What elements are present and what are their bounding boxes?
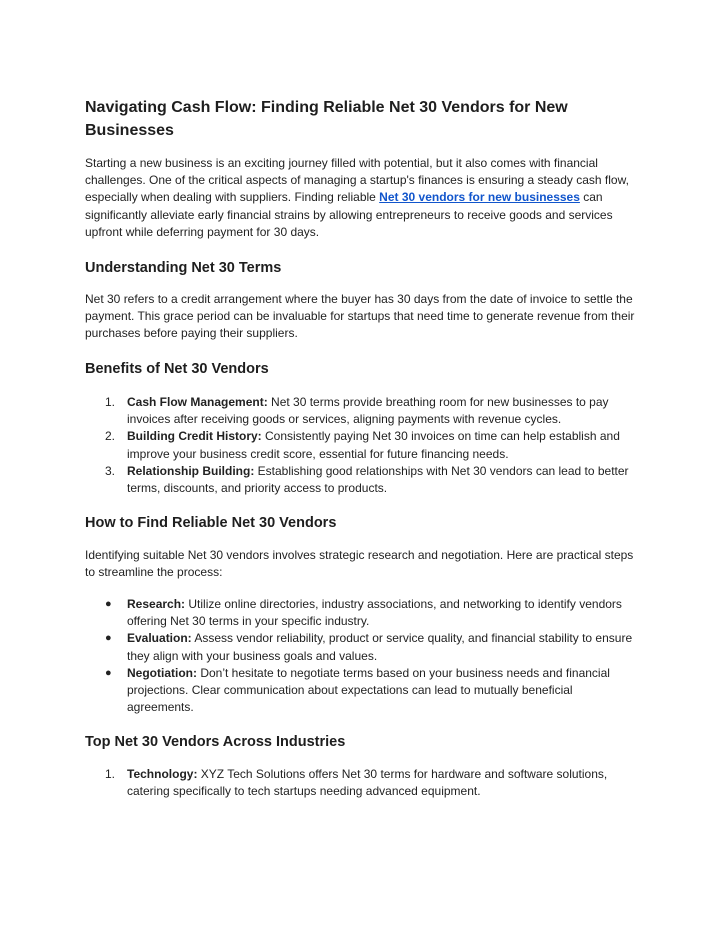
list-item-term: Negotiation: xyxy=(127,665,197,680)
list-item xyxy=(85,596,637,630)
list-item-text: Net 30 terms provide breathing room for new businesses to pay invoices after receiving goods or services, aligning payments with revenue cycles. xyxy=(127,395,609,427)
intro-paragraph xyxy=(85,155,635,241)
list-marker: 3. xyxy=(105,463,116,478)
bullet-icon: ● xyxy=(105,632,112,645)
list-item-text: Don’t hesitate to negotiate terms based on your business needs and financial projections. Clear communication about expectations can lead to mutually beneficial agreements. xyxy=(127,665,610,715)
list-item xyxy=(85,463,637,497)
list-marker: 1. xyxy=(105,395,116,409)
list-item-term: Evaluation: xyxy=(127,631,192,646)
list-item-text: Assess vendor reliability, product or service quality, and financial stability to ensure they align with your business goals and values. xyxy=(127,631,633,663)
benefits-list xyxy=(85,394,637,497)
bullet-icon: ● xyxy=(105,666,112,679)
list-item-term: Relationship Building: xyxy=(127,463,255,478)
list-item-text: Consistently paying Net 30 invoices on time can help establish and improve your business credit score, essential for future financing needs. xyxy=(127,429,620,461)
how-to-find-paragraph: Identifying suitable Net 30 vendors involves strategic research and negotiation. Here are practical steps to streamline the process: xyxy=(85,548,634,580)
section-heading-top-vendors: Top Net 30 Vendors Across Industries xyxy=(85,734,346,750)
section-heading-how-to-find: How to Find Reliable Net 30 Vendors xyxy=(85,515,337,531)
list-item-text: Establishing good relationships with Net 30 vendors can lead to better terms, discounts, and priority access to products. xyxy=(127,463,629,496)
list-item-text: XYZ Tech Solutions offers Net 30 terms for hardware and software solutions, catering specifically to tech startups needing advanced equipment. xyxy=(127,767,608,799)
list-item-term: Technology: xyxy=(127,767,198,781)
top-vendors-list xyxy=(85,766,637,800)
net30-vendors-link[interactable]: Net 30 vendors for new businesses xyxy=(379,190,580,205)
intro-text-after: can significantly alleviate early financial strains by allowing entrepreneurs to receive goods and services upfront while deferring payment for 30 days. xyxy=(85,190,613,239)
list-item-term: Cash Flow Management: xyxy=(127,395,268,409)
section-heading-understanding: Understanding Net 30 Terms xyxy=(85,260,282,276)
steps-list xyxy=(85,596,637,716)
list-item-term: Building Credit History: xyxy=(127,429,262,444)
list-item xyxy=(85,630,637,664)
section-heading-benefits: Benefits of Net 30 Vendors xyxy=(85,361,269,377)
list-marker: 1. xyxy=(105,767,116,781)
intro-text-before: Starting a new business is an exciting journey filled with potential, but it also comes with financial challenges. One of the critical aspects of managing a startup's finances is ensuring a steady cash flow, especially when dealing with suppliers. Finding reliable xyxy=(85,156,629,205)
list-item xyxy=(85,665,637,717)
understanding-paragraph: Net 30 refers to a credit arrangement where the buyer has 30 days from the date of invoice to settle the payment. This grace period can be invaluable for startups that need time to generate revenue from their purchases before paying their suppliers. xyxy=(85,292,635,341)
list-item xyxy=(85,766,637,800)
list-item xyxy=(85,394,637,428)
list-item-text: Utilize online directories, industry associations, and networking to identify vendors offering Net 30 terms in your specific industry. xyxy=(127,597,622,629)
document-title: Navigating Cash Flow: Finding Reliable Net 30 Vendors for New Businesses xyxy=(85,99,568,139)
bullet-icon: ● xyxy=(105,598,112,610)
list-marker: 2. xyxy=(105,429,116,444)
list-item xyxy=(85,428,637,462)
list-item-term: Research: xyxy=(127,597,186,611)
